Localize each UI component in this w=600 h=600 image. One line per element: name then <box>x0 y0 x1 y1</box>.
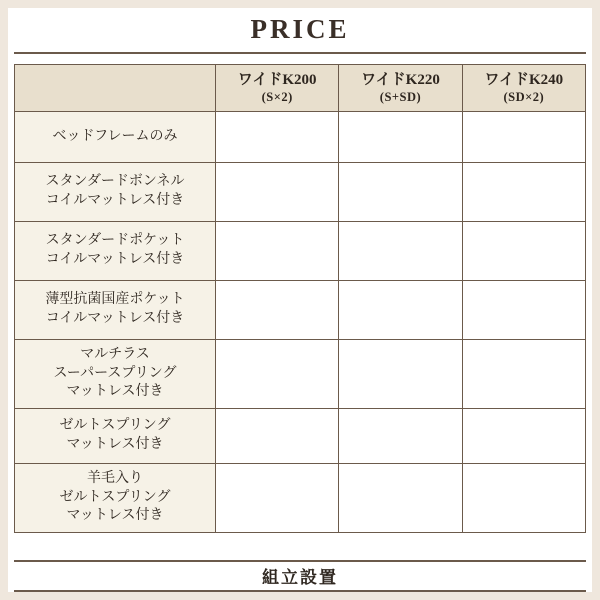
row-label-standard-bonnell <box>15 163 216 222</box>
price-cell <box>339 222 462 281</box>
price-cell <box>216 112 339 163</box>
price-cell <box>462 222 585 281</box>
table-header <box>15 65 586 112</box>
price-cell <box>339 281 462 340</box>
table-row <box>15 222 586 281</box>
column-header-k220-name: ワイドK220 <box>361 71 440 88</box>
price-cell <box>216 281 339 340</box>
row-label-line: マットレス付き <box>66 384 164 400</box>
title-divider <box>14 52 586 54</box>
row-label-line: スーパースプリング <box>53 365 177 381</box>
row-label-line: スタンダードポケット <box>45 233 185 249</box>
row-label-line: コイルマットレス付き <box>45 311 185 326</box>
price-cell <box>339 464 462 533</box>
column-header-k240-name: ワイドK240 <box>484 71 564 88</box>
price-cell <box>216 222 339 281</box>
table-row <box>15 163 586 222</box>
decorative-band-top <box>0 0 600 8</box>
table-row <box>15 112 586 163</box>
table-header-row <box>15 65 586 112</box>
price-cell <box>462 163 585 222</box>
row-label-line: マットレス付き <box>66 437 164 452</box>
price-cell <box>462 340 585 409</box>
price-cell <box>339 163 462 222</box>
price-table-wrapper <box>14 64 586 533</box>
table-row <box>15 281 586 340</box>
row-label-line: ベッドフレームのみ <box>52 128 178 144</box>
row-label-line: ゼルトスプリング <box>59 418 171 434</box>
table-row <box>15 464 586 533</box>
row-label-thin-antibacterial-pocket <box>15 281 216 340</box>
price-cell <box>216 340 339 409</box>
row-label-line: 羊毛入り <box>87 470 143 486</box>
row-label-multilas-super-spring <box>15 340 216 409</box>
row-label-line: 薄型抗菌国産ポケット <box>45 292 185 308</box>
decorative-band-left <box>0 0 8 600</box>
row-label-frame-only <box>15 112 216 163</box>
decorative-band-right <box>592 0 600 600</box>
column-header-k220 <box>339 65 462 112</box>
price-cell <box>216 163 339 222</box>
row-label-zelt-spring <box>15 409 216 464</box>
price-table <box>14 64 586 533</box>
column-header-k200-name: ワイドK200 <box>237 71 317 88</box>
column-header-k240 <box>462 65 585 112</box>
row-label-line: コイルマットレス付き <box>45 193 185 208</box>
column-header-k220-sub: (S+SD) <box>379 89 422 104</box>
row-label-line: スタンダードボンネル <box>45 174 185 190</box>
column-header-k200 <box>216 65 339 112</box>
row-label-line: ゼルトスプリング <box>59 489 171 505</box>
decorative-band-bottom <box>0 592 600 600</box>
table-row <box>15 409 586 464</box>
table-row <box>15 340 586 409</box>
row-label-line: マルチラス <box>80 346 150 362</box>
price-cell <box>462 409 585 464</box>
column-header-k240-sub: (SD×2) <box>503 89 545 104</box>
price-cell <box>216 464 339 533</box>
row-label-line: マットレス付き <box>66 508 164 524</box>
assembly-installation-note: 組立設置 <box>262 568 338 587</box>
price-cell <box>339 112 462 163</box>
page-title: PRICE <box>250 14 350 44</box>
price-cell <box>462 464 585 533</box>
footer-divider-top <box>14 560 586 562</box>
price-cell <box>462 112 585 163</box>
column-header-k200-sub: (S×2) <box>261 89 293 104</box>
row-label-wool-zelt-spring <box>15 464 216 533</box>
price-cell <box>339 340 462 409</box>
table-body <box>15 112 586 533</box>
row-label-line: コイルマットレス付き <box>45 252 185 267</box>
price-cell <box>339 409 462 464</box>
price-cell <box>462 281 585 340</box>
price-cell <box>216 409 339 464</box>
row-label-standard-pocket <box>15 222 216 281</box>
footer-divider-bottom <box>14 590 586 592</box>
table-corner-cell <box>15 65 216 112</box>
